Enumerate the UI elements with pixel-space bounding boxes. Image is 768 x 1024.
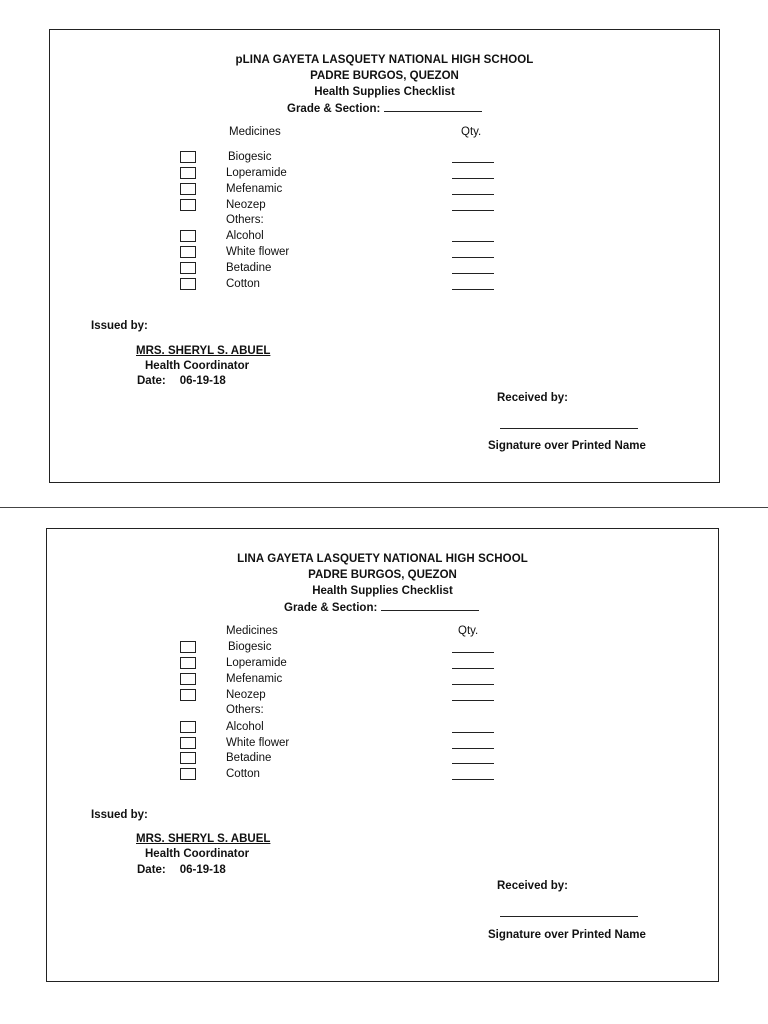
- qty-blank[interactable]: [452, 700, 494, 701]
- qty-header: Qty.: [458, 625, 479, 637]
- checkbox[interactable]: [180, 737, 196, 749]
- qty-blank[interactable]: [452, 732, 494, 733]
- qty-blank[interactable]: [452, 748, 494, 749]
- checklist-item[interactable]: [180, 673, 540, 687]
- others-label: Others:: [226, 214, 264, 226]
- checkbox[interactable]: [180, 768, 196, 780]
- signature-line[interactable]: [500, 916, 638, 917]
- issuer-role: Health Coordinator: [145, 360, 250, 372]
- item-label: Loperamide: [226, 167, 287, 179]
- item-label: White flower: [226, 737, 290, 749]
- checklist-item[interactable]: [180, 278, 540, 292]
- grade-section-label: Grade & Section:: [284, 602, 378, 614]
- item-label: Betadine: [226, 752, 272, 764]
- checklist-item[interactable]: [180, 262, 540, 276]
- checklist-form-top: [49, 29, 720, 483]
- checklist-item[interactable]: [180, 689, 540, 703]
- item-label: Mefenamic: [226, 673, 283, 685]
- signature-line[interactable]: [500, 428, 638, 429]
- checkbox[interactable]: [180, 673, 196, 685]
- checklist-form-bottom: [46, 528, 719, 982]
- checkbox[interactable]: [180, 721, 196, 733]
- medicines-header: Medicines: [229, 126, 281, 138]
- received-by-label: Received by:: [497, 392, 568, 404]
- checklist-item[interactable]: [180, 183, 540, 197]
- checkbox[interactable]: [180, 278, 196, 290]
- school-address: PADRE BURGOS, QUEZON: [308, 569, 457, 581]
- received-by-label: Received by:: [497, 880, 568, 892]
- qty-blank[interactable]: [452, 779, 494, 780]
- cut-line-divider: [0, 507, 768, 508]
- item-label: Mefenamic: [226, 183, 283, 195]
- checkbox[interactable]: [180, 752, 196, 764]
- checklist-item[interactable]: [180, 230, 540, 244]
- form-title: Health Supplies Checklist: [312, 585, 453, 597]
- form-title: Health Supplies Checklist: [314, 86, 455, 98]
- school-address: PADRE BURGOS, QUEZON: [310, 70, 459, 82]
- issue-date: [137, 864, 226, 876]
- qty-blank[interactable]: [452, 763, 494, 764]
- date-label: Date:: [137, 864, 166, 876]
- qty-header: Qty.: [461, 126, 482, 138]
- checklist-item[interactable]: [180, 768, 540, 782]
- item-label: Cotton: [226, 768, 260, 780]
- qty-blank[interactable]: [452, 684, 494, 685]
- issued-by-label: Issued by:: [91, 809, 148, 821]
- item-label: Betadine: [226, 262, 272, 274]
- issuer-role: Health Coordinator: [145, 848, 250, 860]
- item-label: Alcohol: [226, 721, 264, 733]
- checkbox[interactable]: [180, 151, 196, 163]
- qty-blank[interactable]: [452, 210, 494, 211]
- qty-blank[interactable]: [452, 178, 494, 179]
- grade-section-label: Grade & Section:: [287, 103, 381, 115]
- qty-blank[interactable]: [452, 652, 494, 653]
- checklist-item[interactable]: [180, 246, 540, 260]
- checklist-item[interactable]: [180, 151, 540, 165]
- grade-section-blank[interactable]: [381, 600, 479, 611]
- qty-blank[interactable]: [452, 273, 494, 274]
- date-label: Date:: [137, 375, 166, 387]
- item-label: Cotton: [226, 278, 260, 290]
- checkbox[interactable]: [180, 262, 196, 274]
- checklist-item[interactable]: [180, 752, 540, 766]
- qty-blank[interactable]: [452, 668, 494, 669]
- item-label: Biogesic: [228, 151, 272, 163]
- grade-section-blank[interactable]: [384, 101, 482, 112]
- checkbox[interactable]: [180, 199, 196, 211]
- checklist-item[interactable]: [180, 721, 540, 735]
- signature-caption: Signature over Printed Name: [488, 440, 646, 452]
- item-label: Neozep: [226, 199, 266, 211]
- checklist-item[interactable]: [180, 199, 540, 213]
- date-value: 06-19-18: [179, 375, 226, 387]
- qty-blank[interactable]: [452, 194, 494, 195]
- others-label: Others:: [226, 704, 264, 716]
- qty-blank[interactable]: [452, 162, 494, 163]
- grade-section-field[interactable]: [284, 600, 479, 614]
- item-label: Neozep: [226, 689, 266, 701]
- checkbox[interactable]: [180, 657, 196, 669]
- date-value: 06-19-18: [179, 864, 226, 876]
- checklist-item[interactable]: [180, 641, 540, 655]
- checkbox[interactable]: [180, 246, 196, 258]
- item-label: Biogesic: [228, 641, 272, 653]
- signature-caption: Signature over Printed Name: [488, 929, 646, 941]
- grade-section-field[interactable]: [287, 101, 482, 115]
- item-label: White flower: [226, 246, 290, 258]
- issue-date: [137, 375, 226, 387]
- checklist-item[interactable]: [180, 167, 540, 181]
- medicines-header: Medicines: [226, 625, 278, 637]
- qty-blank[interactable]: [452, 241, 494, 242]
- checklist-item[interactable]: [180, 737, 540, 751]
- checkbox[interactable]: [180, 183, 196, 195]
- checkbox[interactable]: [180, 689, 196, 701]
- checklist-item[interactable]: [180, 657, 540, 671]
- checkbox[interactable]: [180, 167, 196, 179]
- issued-by-label: Issued by:: [91, 320, 148, 332]
- qty-blank[interactable]: [452, 257, 494, 258]
- item-label: Loperamide: [226, 657, 287, 669]
- school-name: pLINA GAYETA LASQUETY NATIONAL HIGH SCHOOL: [235, 54, 534, 66]
- school-name: LINA GAYETA LASQUETY NATIONAL HIGH SCHOOL: [237, 553, 528, 565]
- item-label: Alcohol: [226, 230, 264, 242]
- issuer-name: MRS. SHERYL S. ABUEL: [136, 345, 271, 357]
- issuer-name: MRS. SHERYL S. ABUEL: [136, 833, 271, 845]
- qty-blank[interactable]: [452, 289, 494, 290]
- checkbox[interactable]: [180, 230, 196, 242]
- checkbox[interactable]: [180, 641, 196, 653]
